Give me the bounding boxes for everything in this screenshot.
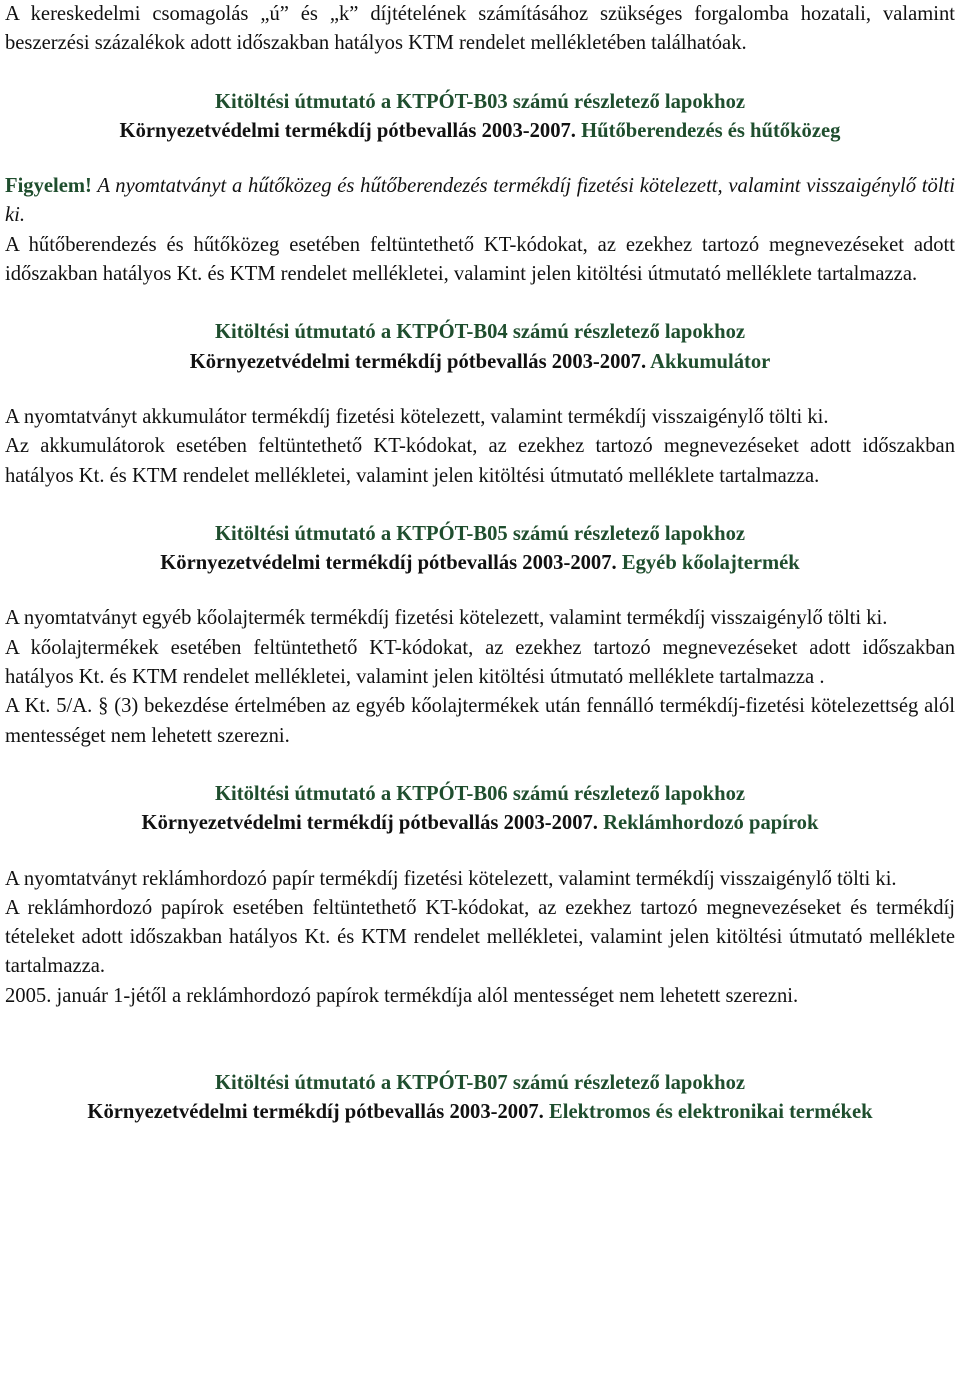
b05-subheading <box>5 549 955 578</box>
b06-subheading-main: Környezetvédelmi termékdíj pótbevallás 2003-2007. <box>141 812 598 835</box>
warning-text: A nyomtatványt a hűtőközeg és hűtőberendezés termékdíj fizetési kötelezett, valamint visszaigénylő tölti ki. <box>5 175 955 227</box>
b03-heading: Kitöltési útmutató a KTPÓT-B03 számú részletező lapokhoz <box>214 90 746 113</box>
b07-heading: Kitöltési útmutató a KTPÓT-B07 számú részletező lapokhoz <box>214 1072 746 1095</box>
document-page <box>5 0 955 1128</box>
b04-subheading-main: Környezetvédelmi termékdíj pótbevallás 2003-2007. <box>189 350 647 373</box>
warning-label: Figyelem! <box>5 175 92 198</box>
b05-subheading-topic: Egyéb kőolajtermék <box>621 552 800 575</box>
b05-heading: Kitöltési útmutató a KTPÓT-B05 számú részletező lapokhoz <box>214 522 746 545</box>
b03-subheading <box>5 117 955 146</box>
b04-subheading-topic: Akkumulátor <box>650 350 771 373</box>
b07-subheading-main: Környezetvédelmi termékdíj pótbevallás 2003-2007. <box>87 1101 544 1124</box>
b06-subheading-topic: Reklámhordozó papírok <box>603 812 819 835</box>
b04-subheading <box>5 348 955 377</box>
b05-subheading-main: Környezetvédelmi termékdíj pótbevallás 2003-2007. <box>160 552 617 575</box>
b05-paragraph-2: A kőolajtermékek esetében feltüntethető KT-kódokat, az ezekhez tartozó megnevezéseket adott időszakban hatályos Kt. és KTM rendelet mellékletei, valamint jelen kitöltési útmutató melléklete tartalmazza . <box>5 636 955 689</box>
b05-paragraph-3: A Kt. 5/A. § (3) bekezdése értelmében az egyéb kőolajtermékek után fennálló termékdíj-fizetési kötelezettség alól mentességet nem lehetett szerezni. <box>5 695 955 747</box>
intro-paragraph: A kereskedelmi csomagolás „ú” és „k” díjtételének számításához szükséges forgalomba hozatali, valamint beszerzési százalékok adott időszakban hatályos KTM rendelet mellékletében találhatóak. <box>5 3 955 55</box>
b06-heading: Kitöltési útmutató a KTPÓT-B06 számú részletező lapokhoz <box>214 782 746 805</box>
b03-warning <box>5 172 955 231</box>
b05-paragraph-1: A nyomtatványt egyéb kőolajtermék termékdíj fizetési kötelezett, valamint termékdíj visszaigénylő tölti ki. <box>5 607 888 630</box>
b06-paragraph-2: A reklámhordozó papírok esetében feltüntethető KT-kódokat, az ezekhez tartozó megnevezéseket és termékdíj tételeket adott időszakban hatályos Kt. és KTM rendelet mellékletei, valamint jelen kitöltési útmutató melléklete tartalmazza. <box>5 896 955 978</box>
b04-paragraph-1: A nyomtatványt akkumulátor termékdíj fizetési kötelezett, valamint termékdíj visszaigénylő tölti ki. <box>5 405 829 428</box>
b06-paragraph-3: 2005. január 1-jétől a reklámhordozó papírok termékdíja alól mentességet nem lehetett szerezni. <box>5 984 799 1007</box>
b06-subheading <box>5 809 955 838</box>
b06-paragraph-1: A nyomtatványt reklámhordozó papír termékdíj fizetési kötelezett, valamint termékdíj visszaigénylő tölti ki. <box>5 867 897 890</box>
b03-paragraph-1: A hűtőberendezés és hűtőközeg esetében feltüntethető KT-kódokat, az ezekhez tartozó megnevezéseket adott időszakban hatályos Kt. és KTM rendelet mellékletei, valamint jelen kitöltési útmutató melléklete tartalmazza. <box>5 233 955 286</box>
b07-subheading <box>5 1098 955 1127</box>
b03-subheading-topic: Hűtőberendezés és hűtőközeg <box>581 119 841 142</box>
b04-heading: Kitöltési útmutató a KTPÓT-B04 számú részletező lapokhoz <box>214 321 746 344</box>
b04-paragraph-2: Az akkumulátorok esetében feltüntethető KT-kódokat, az ezekhez tartozó megnevezéseket adott időszakban hatályos Kt. és KTM rendelet mellékletei, valamint jelen kitöltési útmutató melléklete tartalmazza. <box>5 435 955 487</box>
b07-subheading-topic: Elektromos és elektronikai termékek <box>549 1101 873 1124</box>
b03-subheading-main: Környezetvédelmi termékdíj pótbevallás 2003-2007. <box>119 119 576 142</box>
